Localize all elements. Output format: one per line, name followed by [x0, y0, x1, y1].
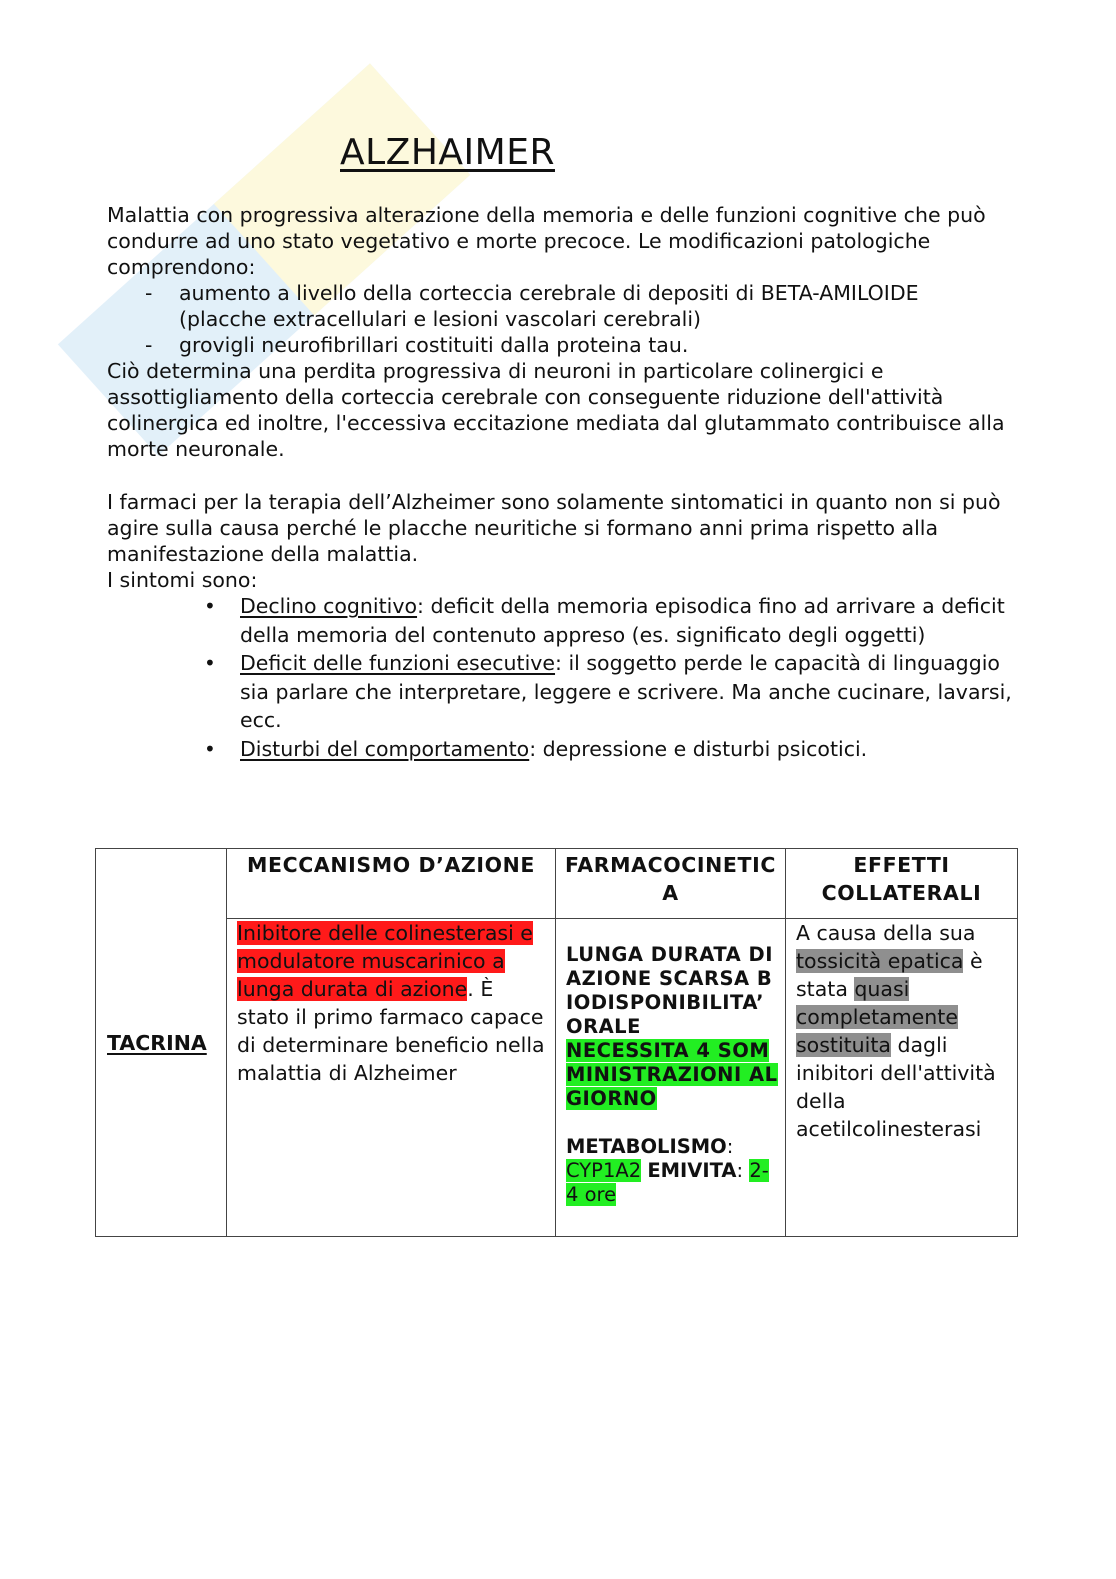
- list-item: [107, 735, 1012, 764]
- table-row: [96, 919, 1018, 1237]
- drug-name: TACRINA: [96, 849, 227, 1237]
- header-side-effects: EFFETTI COLLATERALI: [786, 849, 1018, 919]
- header-pharmacokinetics: FARMACOCINETICA: [556, 849, 786, 919]
- symptoms-intro: I sintomi sono:: [107, 568, 258, 592]
- intro-paragraph: Malattia con progressiva alterazione della memoria e delle funzioni cognitive che può condurre ad uno stato vegetativo e morte precoce. Le modificazioni patologiche comprendono:: [107, 203, 986, 279]
- symptom-text: : depressione e disturbi psicotici.: [529, 736, 868, 761]
- pk-bold-text: LUNGA DURATA DI AZIONE SCARSA BIODISPONIBILITA’ ORALE: [566, 943, 773, 1038]
- symptom-text: : il soggetto perde le capacità di linguaggio sia parlare che interpretare, leggere e scrivere. Ma anche cucinare, lavarsi, ecc.: [240, 651, 1012, 732]
- mechanism-text: . È stato il primo farmaco capace di determinare beneficio nella malattia di Alzheimer: [237, 977, 545, 1085]
- list-item: - aumento a livello della corteccia cerebrale di depositi di BETA-AMILOIDE (placche extracellulari e lesioni vascolari cerebrali): [107, 280, 1012, 332]
- effects-highlight: quasi completamente sostituita: [796, 977, 958, 1057]
- symptom-term: Deficit delle funzioni esecutive: [240, 651, 556, 675]
- effects-highlight: tossicità epatica: [796, 949, 964, 973]
- consequence-paragraph: Ciò determina una perdita progressiva di neuroni in particolare colinergici e assottigliamento della corteccia cerebrale con conseguente riduzione dell'attività colinergica ed inoltre, l'eccessiva eccitazione mediata dal glutammato contribuisce alla morte neuronale.: [107, 359, 1005, 461]
- pk-doses: NECESSITA 4 SOMMINISTRAZIONI AL GIORNO: [566, 1039, 778, 1110]
- list-item: [107, 592, 1012, 649]
- pathology-list: [107, 280, 1012, 358]
- therapy-paragraph: I farmaci per la terapia dell’Alzheimer sono solamente sintomatici in quanto non si può agire sulla causa perché le placche neuritiche si formano anni prima rispetto alla manifestazione della malattia.: [107, 490, 1001, 566]
- list-item: - grovigli neurofibrillari costituiti dalla proteina tau.: [107, 332, 1012, 358]
- table-header-row: [96, 849, 1018, 919]
- side-effects-cell: A causa della sua tossicità epatica è stata quasi completamente sostituita dagli inibitori dell'attività della acetilcolinesterasi: [786, 919, 1018, 1237]
- list-item: [107, 649, 1012, 735]
- symptoms-list: [107, 592, 1012, 763]
- mechanism-cell: [227, 919, 556, 1237]
- symptom-text: : deficit della memoria episodica fino ad arrivare a deficit della memoria del contenuto appreso (es. significato degli oggetti): [240, 594, 1005, 647]
- header-mechanism: MECCANISMO D’AZIONE: [227, 849, 556, 919]
- pharmacokinetics-cell: [556, 919, 786, 1237]
- mechanism-highlight: Inibitore delle colinesterasi e modulatore muscarinico a lunga durata di azione: [237, 921, 533, 1001]
- symptom-term: Disturbi del comportamento: [240, 736, 530, 761]
- pk-metabolism: METABOLISMO: CYP1A2 EMIVITA: 2-4 ore: [566, 1135, 769, 1206]
- drug-table: [95, 848, 1018, 1237]
- symptom-term: Declino cognitivo: [240, 594, 418, 618]
- page-title: ALZHAIMER: [340, 132, 555, 173]
